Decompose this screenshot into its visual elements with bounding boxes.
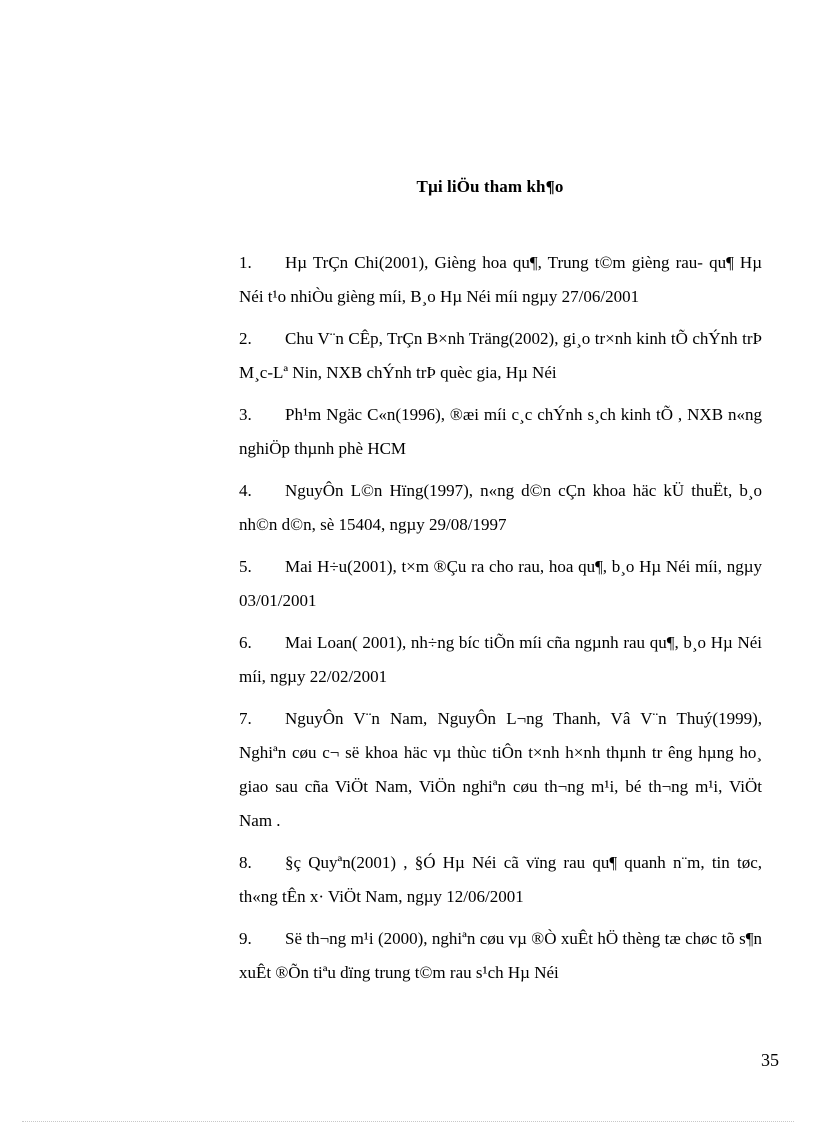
page-number: 35 bbox=[761, 1050, 779, 1070]
reference-item bbox=[239, 474, 762, 542]
reference-item bbox=[239, 626, 762, 694]
reference-text: NguyÔn V¨n Nam, NguyÔn L¬ng Thanh, Vâ V¨n Thuý(1999), Nghiªn cøu c¬ së khoa häc vµ thùc tiÔn t×nh h×nh thµnh tr êng hµng ho¸ giao sau cña ViÖt Nam, ViÖn nghiªn cøu th¬ng m¹i, bé th¬ng m¹i, ViÖt Nam . bbox=[239, 709, 762, 830]
reference-number: 8. bbox=[239, 853, 252, 872]
reference-number: 5. bbox=[239, 557, 252, 576]
reference-list bbox=[239, 246, 762, 998]
reference-item bbox=[239, 922, 762, 990]
reference-item bbox=[239, 322, 762, 390]
reference-number: 7. bbox=[239, 709, 252, 728]
reference-number: 1. bbox=[239, 253, 252, 272]
reference-text: Ph¹m Ngäc C«n(1996), ®æi míi c¸c chÝnh s¸ch kinh tÕ , NXB n«ng nghiÖp thµnh phè HCM bbox=[239, 405, 762, 458]
reference-text: Chu V¨n CÊp, TrÇn B×nh Träng(2002), gi¸o tr×nh kinh tÕ chÝnh trÞ M¸c-Lª Nin, NXB chÝnh trÞ quèc gia, Hµ Néi bbox=[239, 329, 762, 382]
reference-text: NguyÔn L©n Hïng(1997), n«ng d©n cÇn khoa häc kÜ thuËt, b¸o nh©n d©n, sè 15404, ngµy 29/08/1997 bbox=[239, 481, 762, 534]
reference-item bbox=[239, 702, 762, 838]
reference-number: 2. bbox=[239, 329, 252, 348]
page-bottom-divider bbox=[22, 1121, 794, 1122]
page-title: Tµi liÖu tham kh¶o bbox=[416, 177, 564, 196]
reference-text: §ç Quyªn(2001) , §Ó Hµ Néi cã vïng rau qu¶ quanh n¨m, tin tøc, th«ng tÊn x· ViÖt Nam, ngµy 12/06/2001 bbox=[239, 853, 762, 906]
reference-number: 3. bbox=[239, 405, 252, 424]
reference-item bbox=[239, 398, 762, 466]
reference-text: Hµ TrÇn Chi(2001), Gièng hoa qu¶, Trung t©m gièng rau- qu¶ Hµ Néi t¹o nhiÒu gièng míi, B¸o Hµ Néi míi ngµy 27/06/2001 bbox=[239, 253, 762, 306]
reference-item bbox=[239, 846, 762, 914]
reference-text: Së th¬ng m¹i (2000), nghiªn cøu vµ ®Ò xuÊt hÖ thèng tæ chøc tõ s¶n xuÊt ®Õn tiªu dïng trung t©m rau s¹ch Hµ Néi bbox=[239, 929, 762, 982]
reference-item bbox=[239, 550, 762, 618]
reference-text: Mai Loan( 2001), nh÷ng bíc tiÕn míi cña ngµnh rau qu¶, b¸o Hµ Néi míi, ngµy 22/02/2001 bbox=[239, 633, 762, 686]
reference-item bbox=[239, 246, 762, 314]
reference-number: 6. bbox=[239, 633, 252, 652]
reference-text: Mai H÷u(2001), t×m ®Çu ra cho rau, hoa qu¶, b¸o Hµ Néi míi, ngµy 03/01/2001 bbox=[239, 557, 762, 610]
reference-number: 9. bbox=[239, 929, 252, 948]
reference-number: 4. bbox=[239, 481, 252, 500]
